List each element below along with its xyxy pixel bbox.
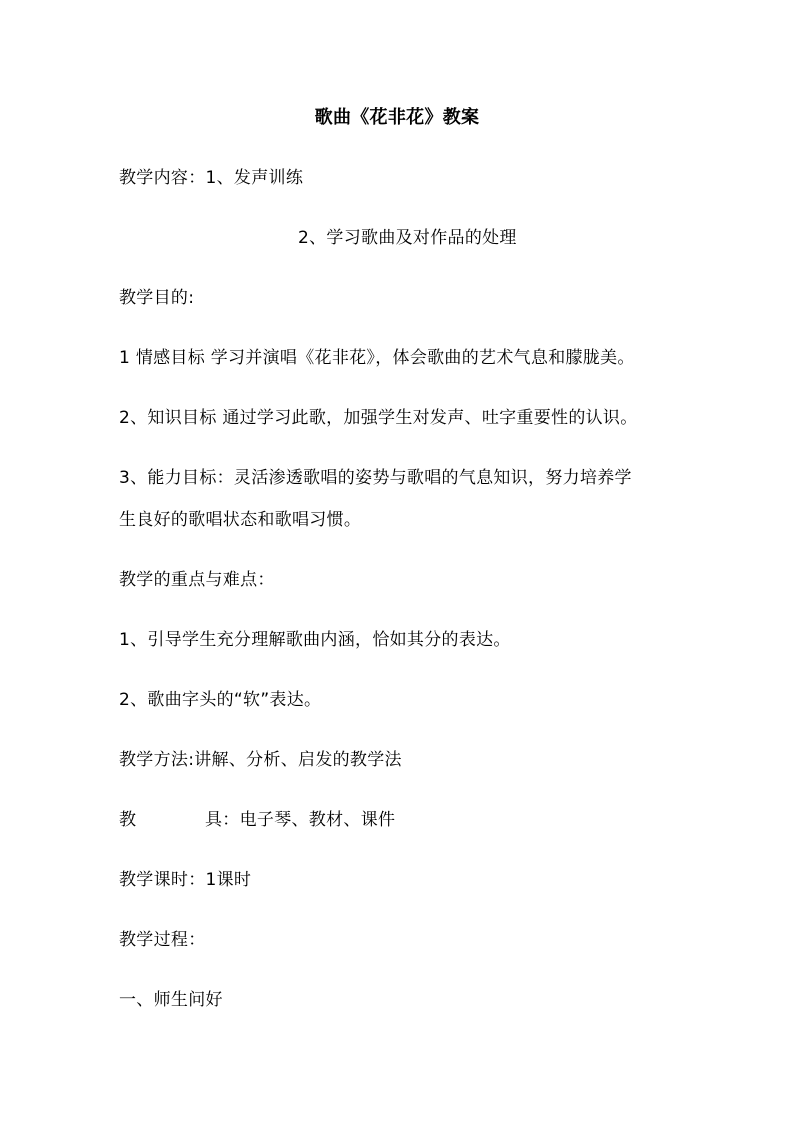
key-point-2: 2、歌曲字头的“软”表达。	[119, 690, 322, 710]
process-heading: 教学过程：	[119, 930, 206, 950]
content-item-2: 2、学习歌曲及对作品的处理	[298, 228, 517, 248]
teaching-tools	[119, 808, 395, 832]
goal-3-line-1: 3、能力目标：灵活渗透歌唱的姿势与歌唱的气息知识，努力培养学	[119, 468, 632, 488]
document-title: 歌曲《花非花》教案	[314, 107, 480, 128]
teaching-method: 教学方法:讲解、分析、启发的教学法	[119, 750, 402, 770]
content-heading: 教学内容：1、发声训练	[119, 168, 304, 188]
goal-2: 2、知识目标 通过学习此歌，加强学生对发声、吐字重要性的认识。	[119, 408, 638, 428]
key-point-1: 1、引导学生充分理解歌曲内涵，恰如其分的表达。	[119, 630, 511, 650]
goal-1: 1 情感目标 学习并演唱《花非花》，体会歌曲的艺术气息和朦胧美。	[119, 348, 635, 368]
goal-3-line-2: 生良好的歌唱状态和歌唱习惯。	[119, 510, 362, 530]
teaching-duration: 教学课时：1课时	[119, 870, 252, 890]
goals-heading: 教学目的:	[119, 288, 195, 308]
process-step-1: 一、师生问好	[119, 990, 223, 1010]
key-points-heading: 教学的重点与难点：	[119, 570, 275, 590]
teaching-tools-rest: 具：电子琴、教材、课件	[205, 810, 396, 830]
teaching-tools-prefix: 教	[119, 810, 137, 830]
